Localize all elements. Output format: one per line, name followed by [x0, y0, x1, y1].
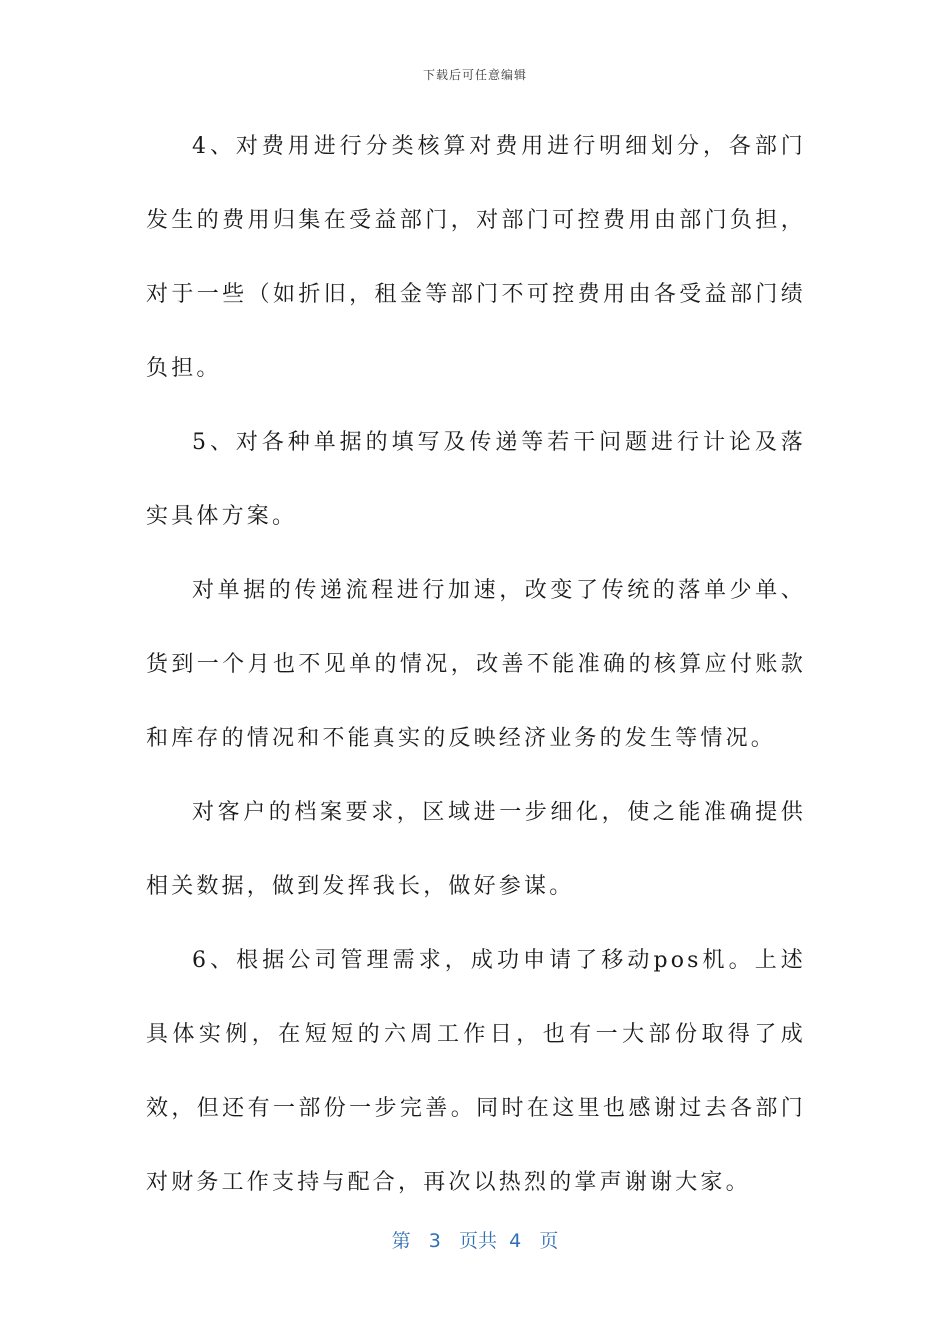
- total-pages-number: 4: [509, 1230, 522, 1252]
- paragraph-document-handling: 5、对各种单据的填写及传递等若干问题进行计论及落实具体方案。: [146, 430, 806, 529]
- current-page-number: 3: [428, 1230, 441, 1252]
- header-note: 下载后可任意编辑: [422, 68, 527, 82]
- page-footer: [0, 1226, 950, 1253]
- paragraph-document-flow: 对单据的传递流程进行加速，改变了传统的落单少单、货到一个月也不见单的情况，改善不能准确的核算应付账款和库存的情况和不能真实的反映经济业务的发生等情况。: [146, 578, 806, 751]
- page-prefix: 第: [391, 1230, 411, 1252]
- paragraph-pos-machine: 6、根据公司管理需求，成功申请了移动pos机。上述具体实例，在短短的六周工作日，也有一大部份取得了成效，但还有一部份一步完善。同时在这里也感谢过去各部门对财务工作支持与配合，再次以热烈的掌声谢谢大家。: [146, 948, 806, 1195]
- document-body: [146, 110, 806, 1220]
- page-suffix: 页: [539, 1230, 559, 1252]
- paragraph-customer-archive: 对客户的档案要求，区域进一步细化，使之能准确提供相关数据，做到发挥我长，做好参谋。: [146, 800, 806, 899]
- paragraph-expense-accounting: 4、对费用进行分类核算对费用进行明细划分，各部门发生的费用归集在受益部门，对部门可控费用由部门负担，对于一些（如折旧，租金等部门不可控费用由各受益部门绩负担。: [146, 134, 806, 381]
- page-middle: 页共: [459, 1230, 498, 1252]
